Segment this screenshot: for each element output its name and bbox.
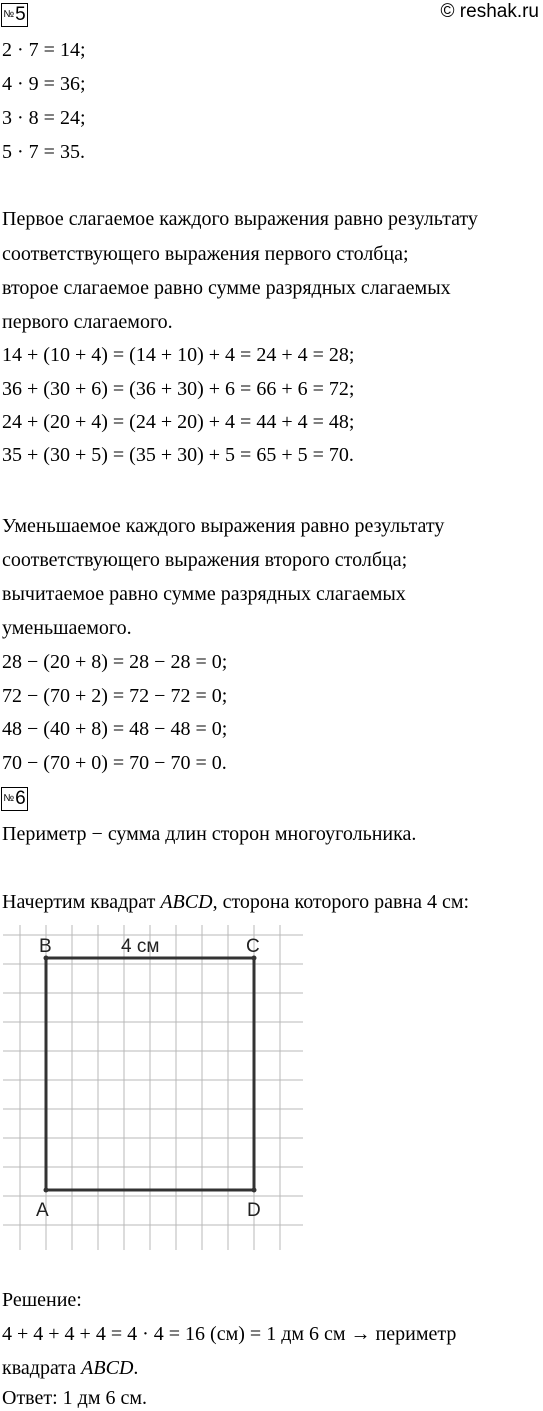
paragraph-line: соответствующего выражения первого столбца; bbox=[2, 243, 409, 265]
label-c: C bbox=[246, 936, 260, 957]
paragraph-line: Уменьшаемое каждого выражения равно результату bbox=[2, 515, 445, 537]
construction-suffix: , сторона которого равна 4 см: bbox=[212, 891, 470, 913]
product-line: 3 · 8 = 24; bbox=[2, 107, 86, 129]
paragraph-line: вычитаемое равно сумме разрядных слагаемых bbox=[2, 583, 406, 605]
square-name: ABCD bbox=[160, 891, 213, 913]
square-figure bbox=[3, 925, 303, 1250]
square-name: ABCD bbox=[81, 1357, 134, 1379]
difference-line: 28 − (20 + 8) = 28 − 28 = 0; bbox=[2, 651, 228, 673]
sum-line: 24 + (20 + 4) = (24 + 20) + 4 = 44 + 4 = 48; bbox=[2, 411, 355, 433]
paragraph-line: Первое слагаемое каждого выражения равно результату bbox=[2, 208, 478, 230]
task-number: 5 bbox=[15, 4, 26, 25]
difference-line: 48 − (40 + 8) = 48 − 48 = 0; bbox=[2, 718, 228, 740]
product-line: 5 · 7 = 35. bbox=[2, 141, 85, 163]
solution-line bbox=[2, 1356, 138, 1380]
construction-line bbox=[2, 890, 469, 914]
solution-title: Решение: bbox=[2, 1289, 82, 1311]
definition-line: Периметр − сумма длин сторон многоугольника. bbox=[2, 823, 417, 845]
point-a bbox=[44, 1188, 49, 1193]
number-sign: № bbox=[3, 9, 15, 20]
paragraph-line: уменьшаемого. bbox=[2, 617, 132, 639]
label-b: B bbox=[39, 936, 52, 957]
solution-line: 4 + 4 + 4 + 4 = 4 · 4 = 16 (см) = 1 дм 6 см → периметр bbox=[2, 1323, 457, 1345]
label-a: A bbox=[36, 1200, 49, 1221]
point-d bbox=[252, 1188, 257, 1193]
difference-line: 70 − (70 + 0) = 70 − 70 = 0. bbox=[2, 752, 227, 774]
sum-line: 36 + (30 + 6) = (36 + 30) + 6 = 66 + 6 = 72; bbox=[2, 378, 355, 400]
sum-line: 35 + (30 + 5) = (35 + 30) + 5 = 65 + 5 = 70. bbox=[2, 444, 354, 466]
task-5-badge bbox=[1, 3, 28, 27]
product-line: 2 · 7 = 14; bbox=[2, 39, 86, 61]
paragraph-line: соответствующего выражения второго столбца; bbox=[2, 549, 408, 571]
difference-line: 72 − (70 + 2) = 72 − 72 = 0; bbox=[2, 685, 228, 707]
solution-prefix: квадрата bbox=[2, 1357, 82, 1379]
task-number: 6 bbox=[15, 788, 26, 809]
paragraph-line: первого слагаемого. bbox=[2, 311, 173, 333]
construction-prefix: Начертим квадрат bbox=[2, 891, 161, 913]
product-line: 4 · 9 = 36; bbox=[2, 73, 86, 95]
number-sign: № bbox=[3, 793, 15, 804]
sum-line: 14 + (10 + 4) = (14 + 10) + 4 = 24 + 4 = 28; bbox=[2, 344, 355, 366]
label-d: D bbox=[247, 1200, 261, 1221]
answer-line: Ответ: 1 дм 6 см. bbox=[2, 1387, 148, 1409]
paragraph-line: второе слагаемое равно сумме разрядных слагаемых bbox=[2, 277, 451, 299]
task-6-badge bbox=[1, 787, 28, 811]
solution-suffix: . bbox=[133, 1357, 139, 1379]
side-length-label: 4 см bbox=[121, 936, 160, 957]
watermark-reshak: © reshak.ru bbox=[440, 1, 539, 22]
